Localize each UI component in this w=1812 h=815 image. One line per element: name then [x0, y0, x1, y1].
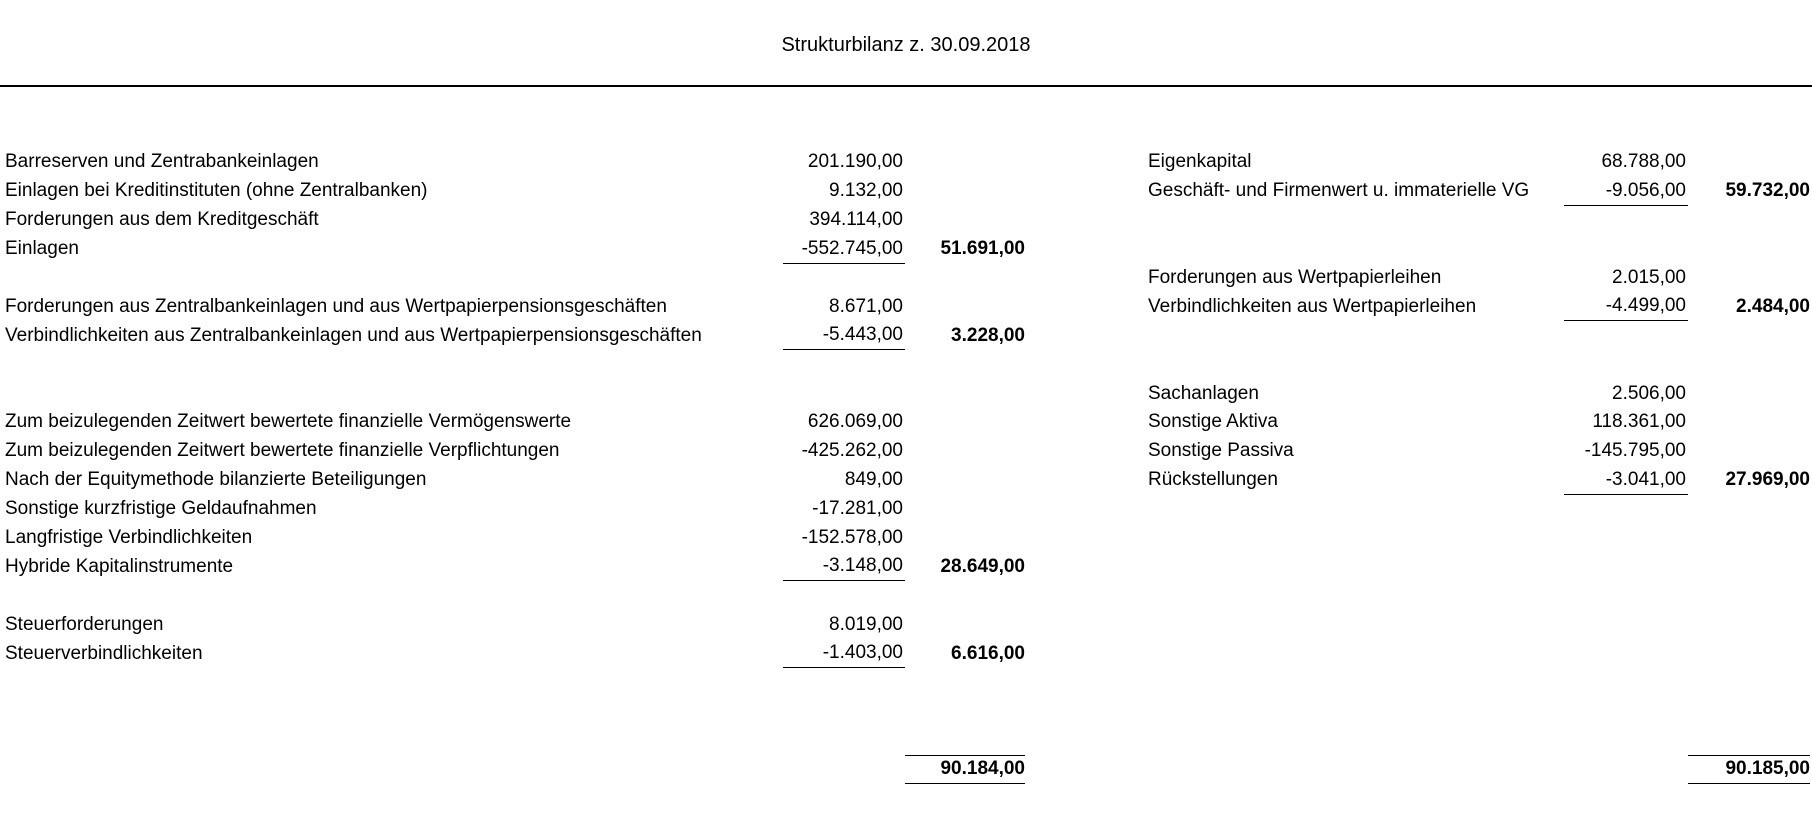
- row-value: [783, 350, 905, 379]
- row-label: Hybride Kapitalinstrumente: [5, 555, 234, 577]
- row-label: [1148, 235, 1564, 264]
- table-row: [1148, 292, 1810, 321]
- row-label: Barreserven und Zentrabankeinlagen: [5, 151, 319, 173]
- right-grand-total: 90.185,00: [1688, 755, 1810, 784]
- right-total-row: [1148, 755, 1810, 784]
- row-value: [1564, 755, 1688, 784]
- row-subtotal: [1688, 610, 1810, 639]
- row-subtotal: [1688, 437, 1810, 466]
- table-row: [5, 552, 1025, 581]
- row-label: [5, 350, 783, 379]
- row-value: [1564, 726, 1688, 755]
- row-value: [783, 668, 905, 697]
- row-value: [1564, 668, 1688, 697]
- table-row: [5, 379, 1025, 408]
- row-subtotal: [905, 148, 1025, 177]
- row-value: -552.745,00: [783, 235, 905, 264]
- row-subtotal: [1688, 408, 1810, 437]
- row-value: [783, 755, 905, 784]
- row-label: [5, 726, 783, 755]
- row-value: [783, 379, 905, 408]
- table-row: [1148, 321, 1810, 350]
- row-value: [1564, 610, 1688, 639]
- row-value: 201.190,00: [807, 151, 903, 173]
- row-value: [1564, 524, 1688, 553]
- table-row: [5, 408, 1025, 437]
- row-subtotal: [1688, 726, 1810, 755]
- row-label: [5, 668, 783, 697]
- row-value: -1.403,00: [783, 639, 905, 668]
- row-subtotal: [1688, 264, 1810, 293]
- row-subtotal: [1688, 321, 1810, 350]
- table-row: [5, 292, 1025, 321]
- row-value: 118.361,00: [1592, 411, 1686, 433]
- row-label: [1148, 524, 1564, 553]
- row-subtotal: [905, 264, 1025, 293]
- row-subtotal: [905, 206, 1025, 235]
- row-value: [783, 697, 905, 726]
- row-subtotal: [1688, 524, 1810, 553]
- row-subtotal: [1688, 148, 1810, 177]
- row-value: [1564, 321, 1688, 350]
- row-label: [1148, 206, 1564, 235]
- row-value: [783, 264, 905, 293]
- row-subtotal: [905, 668, 1025, 697]
- row-subtotal: [1688, 350, 1810, 379]
- row-label: [1148, 726, 1564, 755]
- table-row: [5, 524, 1025, 553]
- row-label: [1148, 495, 1564, 524]
- row-subtotal: [1688, 552, 1810, 581]
- row-label: [1148, 697, 1564, 726]
- row-subtotal: [1688, 697, 1810, 726]
- row-label: Steuerverbindlichkeiten: [5, 642, 203, 664]
- table-row: [5, 668, 1025, 697]
- table-row: [5, 639, 1025, 668]
- left-total-row: [5, 755, 1025, 784]
- table-row: [5, 610, 1025, 639]
- row-label: Verbindlichkeiten aus Zentralbankeinlagen und aus Wertpapierpensionsgeschäften: [5, 324, 702, 346]
- row-value: 394.114,00: [809, 209, 903, 231]
- row-label: Forderungen aus Zentralbankeinlagen und aus Wertpapierpensionsgeschäften: [5, 295, 667, 317]
- row-label: Sachanlagen: [1148, 382, 1259, 404]
- table-row: [1148, 610, 1810, 639]
- table-row: [1148, 466, 1810, 495]
- row-label: [1148, 581, 1564, 610]
- row-value: 68.788,00: [1601, 151, 1686, 173]
- row-label: Zum beizulegenden Zeitwert bewertete finanzielle Vermögenswerte: [5, 411, 572, 433]
- row-value: 8.019,00: [829, 613, 903, 635]
- row-label: Forderungen aus dem Kreditgeschäft: [5, 209, 319, 231]
- row-subtotal: [1688, 379, 1810, 408]
- table-row: [5, 235, 1025, 264]
- row-subtotal: [1688, 235, 1810, 264]
- title-divider: [0, 85, 1812, 87]
- row-label: Einlagen bei Kreditinstituten (ohne Zentralbanken): [5, 180, 428, 202]
- row-subtotal: [905, 292, 1025, 321]
- row-label: [1148, 668, 1564, 697]
- row-subtotal: [905, 350, 1025, 379]
- row-value: 2.506,00: [1612, 382, 1686, 404]
- row-subtotal: 28.649,00: [940, 555, 1025, 577]
- row-subtotal: [905, 726, 1025, 755]
- table-row: [1148, 581, 1810, 610]
- table-row: [1148, 177, 1810, 206]
- table-row: [5, 726, 1025, 755]
- row-value: [1564, 206, 1688, 235]
- row-value: [1564, 350, 1688, 379]
- row-subtotal: [1688, 668, 1810, 697]
- row-subtotal: [905, 495, 1025, 524]
- balance-left-column: [5, 148, 1025, 784]
- row-subtotal: [905, 379, 1025, 408]
- row-label: [5, 264, 783, 293]
- row-label: Sonstige Passiva: [1148, 440, 1294, 462]
- table-row: [5, 697, 1025, 726]
- row-label: Sonstige kurzfristige Geldaufnahmen: [5, 498, 317, 520]
- row-value: -3.148,00: [783, 552, 905, 581]
- row-label: [1148, 610, 1564, 639]
- row-subtotal: 27.969,00: [1725, 469, 1810, 491]
- row-label: [1148, 755, 1564, 784]
- table-row: [5, 264, 1025, 293]
- table-row: [1148, 552, 1810, 581]
- row-subtotal: [1688, 206, 1810, 235]
- row-subtotal: [905, 610, 1025, 639]
- row-subtotal: 6.616,00: [951, 642, 1025, 664]
- table-row: [5, 466, 1025, 495]
- row-label: [1148, 350, 1564, 379]
- table-row: [1148, 639, 1810, 668]
- table-row: [1148, 408, 1810, 437]
- row-value: [783, 581, 905, 610]
- table-row: [1148, 437, 1810, 466]
- table-row: [5, 148, 1025, 177]
- left-grand-total: 90.184,00: [905, 755, 1025, 784]
- row-label: [1148, 639, 1564, 668]
- row-value: -17.281,00: [812, 498, 903, 520]
- page-title: Strukturbilanz z. 30.09.2018: [781, 34, 1031, 56]
- row-label: Verbindlichkeiten aus Wertpapierleihen: [1148, 295, 1477, 317]
- row-value: -5.443,00: [783, 321, 905, 350]
- row-value: [1564, 495, 1688, 524]
- row-subtotal: [1688, 639, 1810, 668]
- row-value: 849,00: [844, 469, 903, 491]
- row-subtotal: [1688, 495, 1810, 524]
- row-value: [783, 726, 905, 755]
- table-row: [1148, 206, 1810, 235]
- row-value: [1564, 697, 1688, 726]
- row-subtotal: [1688, 581, 1810, 610]
- row-label: [5, 581, 783, 610]
- row-subtotal: [905, 437, 1025, 466]
- table-row: [5, 495, 1025, 524]
- row-value: -3.041,00: [1564, 466, 1688, 495]
- table-row: [5, 581, 1025, 610]
- row-value: 626.069,00: [807, 411, 903, 433]
- row-subtotal: [905, 581, 1025, 610]
- table-row: [5, 350, 1025, 379]
- balance-right-column: [1148, 148, 1810, 784]
- row-label: Steuerforderungen: [5, 613, 164, 635]
- row-value: -145.795,00: [1584, 440, 1686, 462]
- row-label: Nach der Equitymethode bilanzierte Beteiligungen: [5, 469, 427, 491]
- row-label: Zum beizulegenden Zeitwert bewertete finanzielle Verpflichtungen: [5, 440, 560, 462]
- row-label: [1148, 321, 1564, 350]
- row-label: [5, 697, 783, 726]
- row-value: -425.262,00: [801, 440, 903, 462]
- row-label: Rückstellungen: [1148, 469, 1278, 491]
- row-label: Forderungen aus Wertpapierleihen: [1148, 267, 1442, 288]
- row-value: [1564, 552, 1688, 581]
- row-subtotal: 3.228,00: [951, 324, 1025, 346]
- table-row: [1148, 264, 1810, 293]
- row-subtotal: [905, 408, 1025, 437]
- table-row: [5, 206, 1025, 235]
- row-value: -4.499,00: [1564, 292, 1688, 321]
- table-row: [1148, 379, 1810, 408]
- row-subtotal: [905, 524, 1025, 553]
- row-value: [1564, 639, 1688, 668]
- table-row: [1148, 697, 1810, 726]
- table-row: [5, 321, 1025, 350]
- row-label: Eigenkapital: [1148, 151, 1252, 173]
- table-row: [1148, 726, 1810, 755]
- row-value: -9.056,00: [1564, 177, 1688, 206]
- table-row: [1148, 668, 1810, 697]
- row-label: Einlagen: [5, 238, 79, 260]
- row-label: Langfristige Verbindlichkeiten: [5, 527, 253, 549]
- row-label: [5, 755, 783, 784]
- row-label: Geschäft- und Firmenwert u. immaterielle VG: [1148, 180, 1530, 202]
- row-value: [1564, 581, 1688, 610]
- table-row: [1148, 148, 1810, 177]
- row-label: Sonstige Aktiva: [1148, 411, 1278, 433]
- table-row: [1148, 235, 1810, 264]
- row-value: 8.671,00: [829, 295, 903, 317]
- table-row: [1148, 495, 1810, 524]
- row-value: [1564, 235, 1688, 264]
- table-row: [1148, 350, 1810, 379]
- row-value: 2.015,00: [1612, 267, 1686, 288]
- row-label: [1148, 552, 1564, 581]
- table-row: [5, 177, 1025, 206]
- row-value: 9.132,00: [829, 180, 903, 202]
- table-row: [1148, 524, 1810, 553]
- row-subtotal: [905, 177, 1025, 206]
- row-value: -152.578,00: [801, 527, 903, 549]
- table-row: [5, 437, 1025, 466]
- row-subtotal: 51.691,00: [940, 238, 1025, 260]
- row-subtotal: [905, 466, 1025, 495]
- row-subtotal: [905, 697, 1025, 726]
- row-subtotal: 59.732,00: [1725, 180, 1810, 202]
- row-subtotal: 2.484,00: [1736, 295, 1810, 317]
- row-label: [5, 379, 783, 408]
